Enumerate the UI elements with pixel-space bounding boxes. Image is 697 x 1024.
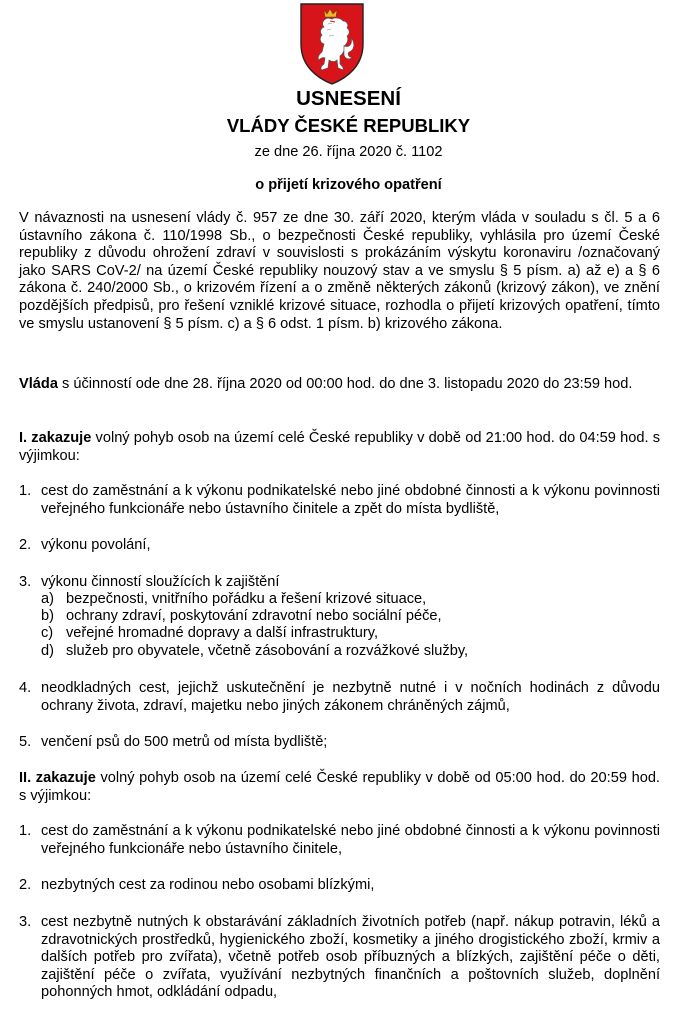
section-2-heading <box>19 770 660 805</box>
intro-paragraph: V návaznosti na usnesení vlády č. 957 ze dne 30. září 2020, kterým vláda v souladu s čl. 5 a 6 ústavního zákona č. 110/1998 Sb., o bezpečnosti České republiky, vyhlásila pro území České republiky z důvodu ohrožení zdraví v souvislosti s prokázáním výskytu koronaviru /označovaný jako SARS CoV-2/ na území České republiky nouzový stav a ve smyslu § 5 písm. a) až e) a § 6 zákona č. 240/2000 Sb., o krizovém řízení a o změně některých zákonů (krizový zákon), ve znění pozdějších předpisů, pro řešení vzniklé krizové situace, rozhodla o přijetí krizových opatření, tímto ve smyslu ustanovení § 5 písm. c) a § 6 odst. 1 písm. b) krizového zákona. <box>19 210 660 332</box>
document-subject: o přijetí krizového opatření <box>255 177 442 193</box>
sub-item-letter: c) <box>41 625 54 641</box>
list-item-text: výkonu činností sloužících k zajištění <box>41 574 280 590</box>
list-item-number: 1. <box>19 483 32 499</box>
vlada-bold: Vláda <box>19 376 58 392</box>
list-item-text: cest nezbytně nutných k obstarávání základních životních potřeb (např. nákup potravin, léků a zdravotnických prostředků, hygienického zboží, kosmetiky a jiného drogistického zboží, krmiv a dalších potřeb pro zvířata), včetně potřeb osob příbuzných a blízkých, zajištění péče o děti, zajištění péče o zvířata, využívání nezbytných finančních a poštovních služeb, doplnění pohonných hmot, odkládání odpadu, <box>41 914 660 1001</box>
document-date-line: ze dne 26. října 2020 č. 1102 <box>254 144 443 160</box>
list-item-text: cest do zaměstnání a k výkonu podnikatelské nebo jiné obdobné činnosti a k výkonu povinnosti veřejného funkcionáře nebo ústavního činitele, <box>41 823 660 857</box>
section-1-heading <box>19 430 660 465</box>
document-title: USNESENÍ <box>296 87 401 110</box>
sub-item-letter: b) <box>41 608 54 624</box>
sub-item-text: veřejné hromadné dopravy a další infrastruktury, <box>66 625 379 641</box>
sub-item-letter: d) <box>41 643 54 659</box>
section-2-text: volný pohyb osob na území celé České republiky v době od 05:00 hod. do 20:59 hod. s výjimkou: <box>19 770 660 804</box>
sub-item-letter: a) <box>41 591 54 607</box>
vlada-paragraph <box>19 376 660 394</box>
list-item-number: 3. <box>19 914 32 930</box>
list-item-text: výkonu povolání, <box>41 537 151 553</box>
list-item-text: neodkladných cest, jejichž uskutečnění je nezbytně nutné i v nočních hodinách z důvodu ochrany života, zdraví, majetku nebo jiných zákonem chráněných zájmů, <box>41 680 660 714</box>
sub-item-text: ochrany zdraví, poskytování zdravotní nebo sociální péče, <box>66 608 442 624</box>
list-item-number: 1. <box>19 823 32 839</box>
list-item-number: 2. <box>19 877 32 893</box>
section-1-bold: I. zakazuje <box>19 430 92 446</box>
section-1-text: volný pohyb osob na území celé České republiky v době od 21:00 hod. do 04:59 hod. s výjimkou: <box>19 430 660 464</box>
sub-item-text: služeb pro obyvatele, včetně zásobování a rozvážkové služby, <box>66 643 469 659</box>
list-item-number: 5. <box>19 734 32 750</box>
section-2-bold: II. zakazuje <box>19 770 96 786</box>
vlada-text: s účinností ode dne 28. října 2020 od 00:00 hod. do dne 3. listopadu 2020 do 23:59 hod. <box>57 376 633 392</box>
list-item-number: 4. <box>19 680 32 696</box>
list-item-text: venčení psů do 500 metrů od místa bydliště; <box>41 734 328 750</box>
list-item-number: 2. <box>19 537 32 553</box>
czech-coat-of-arms-emblem <box>297 0 367 86</box>
sub-item-text: bezpečnosti, vnitřního pořádku a řešení krizové situace, <box>66 591 427 607</box>
list-item-text: cest do zaměstnání a k výkonu podnikatelské nebo jiné obdobné činnosti a k výkonu povinnosti veřejného funkcionáře nebo ústavního činitele a zpět do místa bydliště, <box>41 483 660 517</box>
list-item-number: 3. <box>19 574 32 590</box>
list-item-text: nezbytných cest za rodinou nebo osobami blízkými, <box>41 877 375 893</box>
document-subtitle: VLÁDY ČESKÉ REPUBLIKY <box>226 115 471 136</box>
